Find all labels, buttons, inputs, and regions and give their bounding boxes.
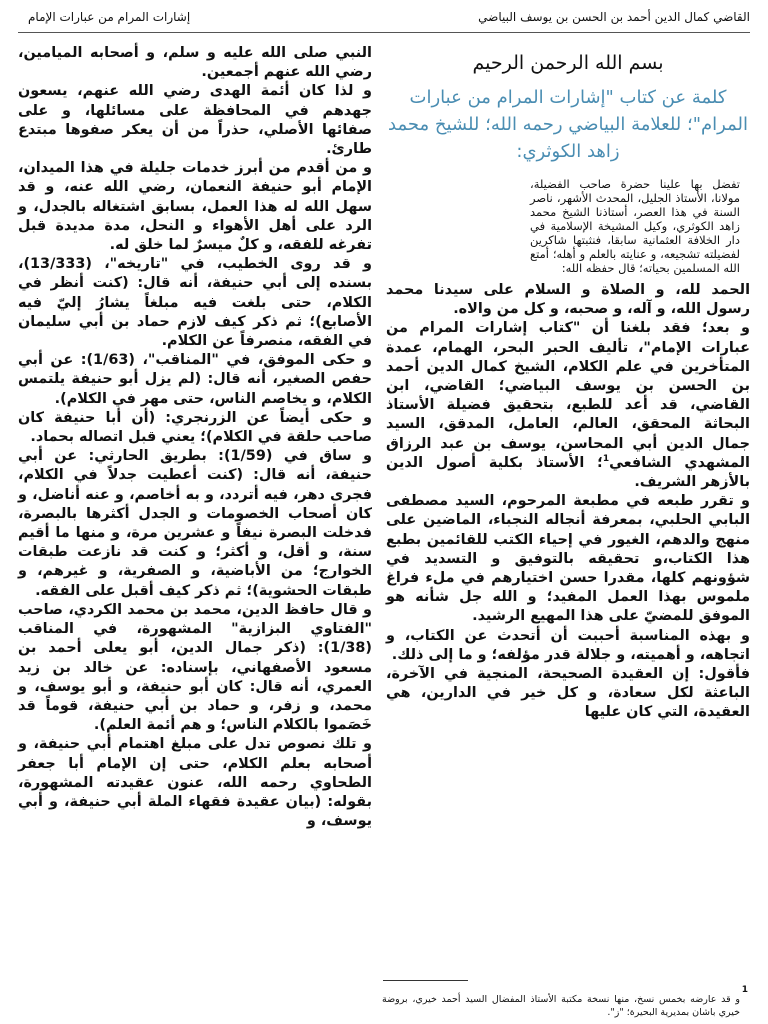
paragraph-with-footnote <box>386 319 750 492</box>
header-book-title: إشارات المرام من عبارات الإمام <box>28 10 191 24</box>
paragraph: و ساق في (1/59): بطريق الحارثي: عن أبي حنيفة، أنه قال: (كنت أعطيت جدلاً في الكلام، فجرى دهر، فيه أتردد، و به أخاصم، و عنه أناضل، و كان أصحاب الخصومات و الجدل أكثرها بالبصرة، فدخلت البصرة نيفاً و عشرين مرة، و منها ما أقيم سنة، و أقل، و أكثر؛ و كنت قد نازعت طبقات الخوارج؛ من الأباضية، و الصفرية، و غيرهم، و طبقات الحشوية)؛ ثم ذكر كيف أقبل على الفقه. <box>18 448 372 599</box>
paragraph: الحمد لله، و الصلاة و السلام على سيدنا محمد رسول الله، و آله، و صحبه، و كل من والاه. <box>386 282 750 318</box>
paragraph-text: ؛ الأستاذ بكلية أصول الدين بالأزهر الشريف. <box>386 454 750 491</box>
page-header <box>18 8 750 33</box>
paragraph: و قال حافظ الدين، محمد بن محمد الكردي، صاحب "الفتاوي البزازية" المشهورة، في المناقب (1/38): (ذكر جمال الدين، أبو يعلى أحمد بن مسعود الأصفهاني، بإسناده: عن خالد بن زيد العمري، أنه قال: كان أبو حنيفة، و أبو يوسف، و محمد، و زفر، و حماد بن أبي حنيفة، قوماً قد خَصَموا بالكلام الناس؛ و هم أئمة العلم). <box>18 601 372 734</box>
footnote-reference[interactable]: 1 <box>602 454 610 465</box>
footnote-separator <box>383 980 468 981</box>
intro-quote: تفضل بها علينا حضرة صاحب الفضيلة، مولانا، الأستاذ الجليل، المحدث الأشهر، ناصر السنة في هذا العصر، أستاذنا الشيخ محمد زاهد الكوثري، وكيل المشيخة الإسلامية في دار الخلافة العثمانية سابقا، فنثبتها شاكرين لفضيلته تشجيعه، و عنايته بالعلم و أهله؛ أمتع الله المسلمين بحياته؛ قال حفظه الله: <box>530 177 740 275</box>
basmala: بسم الله الرحمن الرحيم <box>472 52 664 74</box>
paragraph: و حكى أيضاً عن الزرنجري: (أن أبا حنيفة كان صاحب حلقة في الكلام)؛ يعني قبل اتصاله بحماد. <box>18 409 372 446</box>
paragraph: و تلك نصوص تدل على مبلغ اهتمام أبي حنيفة، و أصحابه بعلم الكلام، حتى إن الإمام أبا جعفر الطحاوي رحمه الله، عنون عقيدته المشهورة، بقوله: (بيان عقيدة فقهاء الملة أبي حنيفة، و أبي يوسف، و <box>18 736 372 830</box>
paragraph: النبي صلى الله عليه و سلم، و أصحابه الميامين، رضي الله عنهم أجمعين. <box>18 45 372 81</box>
intro-title: كلمة عن كتاب "إشارات المرام من عبارات المرام"؛ للعلامة البياضي رحمه الله؛ للشيخ محمد زاهد الكوثري: <box>388 87 748 162</box>
paragraph: و بهذه المناسبة أحببت أن أتحدث عن الكتاب، و اتجاهه، و أهميته، و جلالة قدر مؤلفه؛ و ما إلى ذلك. <box>386 627 750 663</box>
footnote-text: و قد عارضه بخمس نسخ، منها نسخة مكتبة الأستاذ المفضال السيد أحمد خيري، بروضة خيري باشان بمديرية البحيرة؛ "ز". <box>382 994 740 1018</box>
paragraph: و لذا كان أئمة الهدى رضي الله عنهم، يسعون جهدهم في المحافظة على مسائلها، و على صفائها الأصلي، حذراً من أن يعكر صفوها مبتدع طارئ. <box>18 83 372 158</box>
header-author: القاضي كمال الدين أحمد بن الحسن بن يوسف البياضي <box>478 10 750 24</box>
paragraph: و تقرر طبعه في مطبعة المرحوم، السيد مصطفى البابي الحلبي، بمعرفة أنجاله النجباء، الماضين على منهج والدهم، الغيور في إحياء الكتب للقائمين بطبع هذا الكتاب،و تحقيقه بالتوفيق و التسديد في شؤونهم كلها، مقدرا حسن اختيارهم في ملء فراغ ملموس بهذا العمل المفيد؛ و الله جل شأنه هو الموفق للمضيّ على هذا المهيع الرشيد. <box>386 493 750 625</box>
left-column <box>18 44 372 831</box>
paragraph: و حكى الموفق، في "المناقب"، (1/63): عن أبي حفص الصغير، أنه قال: (لم يزل أبو حنيفة يلتمس الكلام، و يخاصم الناس، حتى مهر في الكلام). <box>18 352 372 407</box>
paragraph: و قد روى الخطيب، في "تاريخه"، (13/333)، بسنده إلى أبي حنيفة، أنه قال: (كنت أنظر في الكلام، حتى بلغت فيه مبلغاً يشارُ إليّ فيه الأصابع)؛ ثم ذكر كيف لازم حماد بن أبي سليمان في الفقه، منصرفاً عن الكلام. <box>18 256 372 350</box>
paragraph-text: و بعد؛ فقد بلغنا أن "كتاب إشارات المرام من عبارات الإمام"، تأليف الحبر البحر، الهمام، عمدة المتأخرين في علم الكلام، الشيخ كمال الدين أحمد بن الحسن بن يوسف البياضي؛ القاضي، ابن القاضي، قد أعد للطبع، بتحقيق فضيلة الأستاذ البحاثة المحقق، العالم، العامل، المدقق، السيد جمال الدين أبي المحاسن، يوسف بن عبد الرزاق المشهدي الشافعي <box>386 320 750 471</box>
right-column <box>386 44 750 723</box>
paragraph: فأقول: إن العقيدة الصحيحة، المنجية في الآخرة، الباعثة لكل سعادة، و كل خير في الدارين، هي العقيدة، التي كان عليها <box>386 666 750 721</box>
footnote-number: 1 <box>741 985 748 995</box>
paragraph: و من أقدم من أبرز خدمات جليلة في هذا الميدان، الإمام أبو حنيفة النعمان، رضي الله عنه، و قد سهل الله له هذا العمل، بسابق اشتغاله بالجدل، و الرد على أهل الأهواء و النحل، مدة مديدة قبل تفرغه للفقه، و كلٌ ميسرٌ لما خلق له. <box>18 160 372 254</box>
